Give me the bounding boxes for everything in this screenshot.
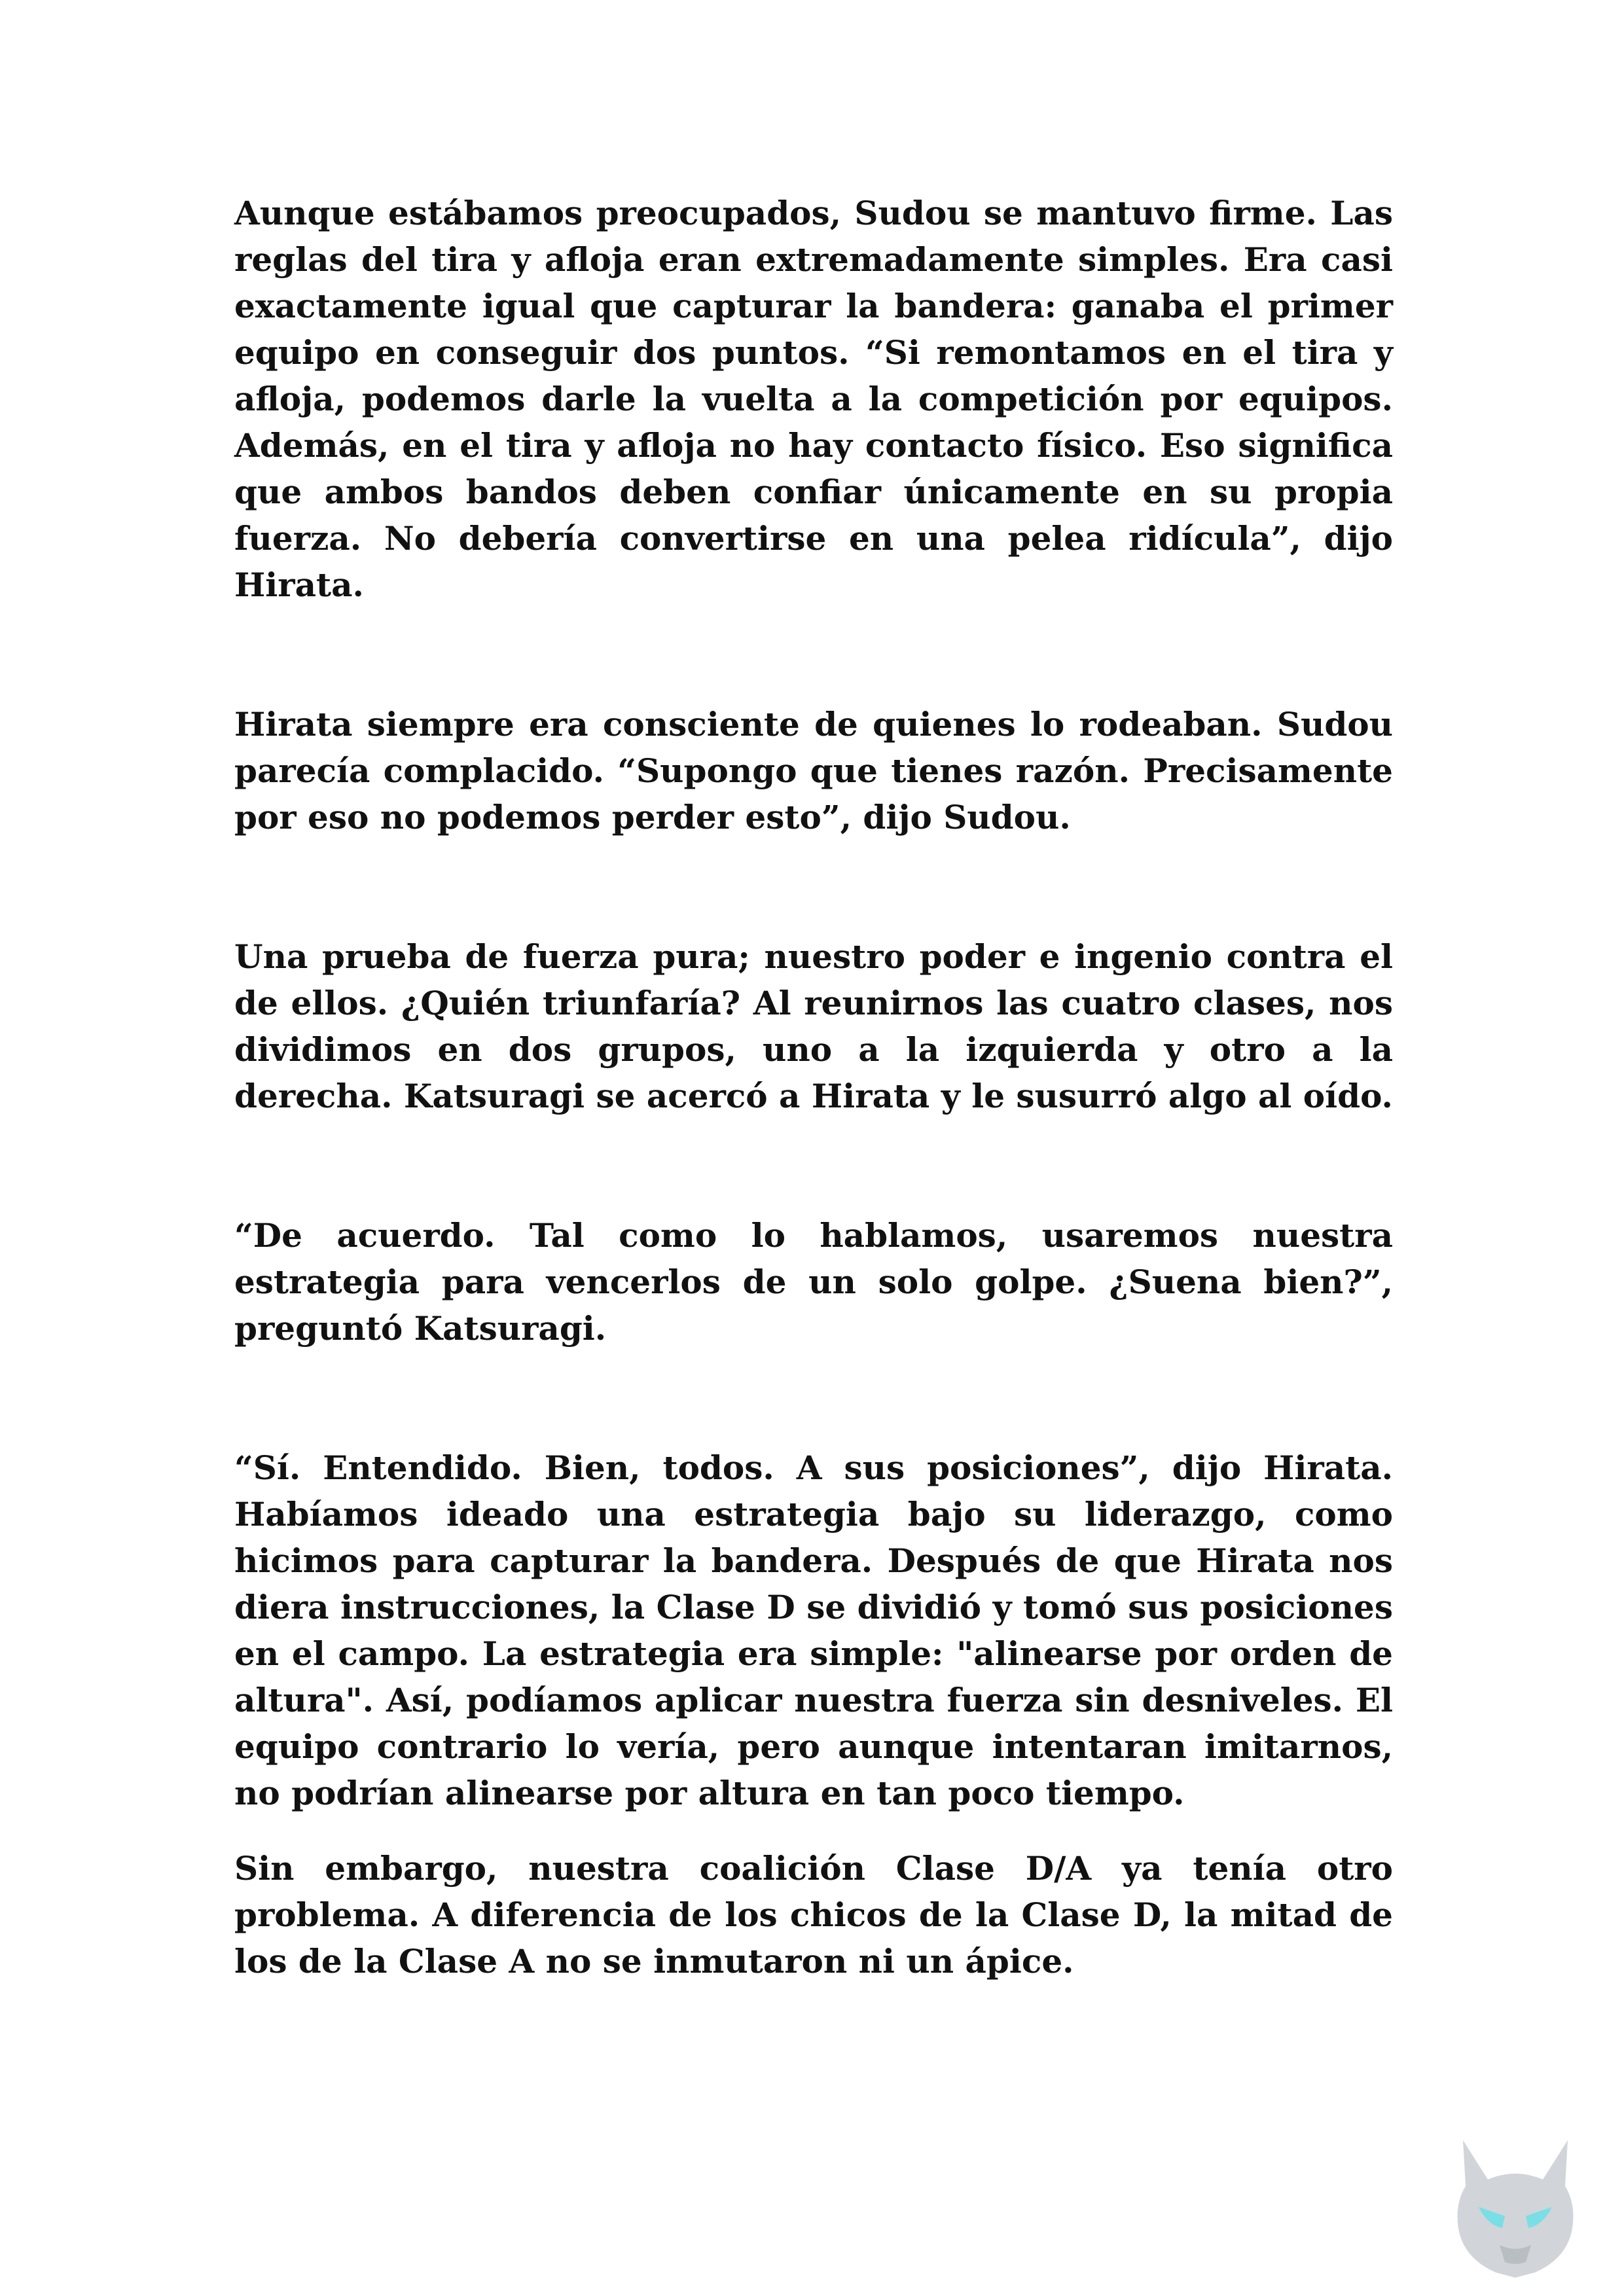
paragraph: “De acuerdo. Tal como lo hablamos, usaremos nuestra estrategia para vencerlos de un solo golpe. ¿Suena bien?”, preguntó Katsuragi. <box>234 1216 1393 1348</box>
horned-mask-logo-icon <box>1437 2134 1594 2278</box>
paragraph: “Sí. Entendido. Bien, todos. A sus posiciones”, dijo Hirata. Habíamos ideado una estrategia bajo su liderazgo, como hicimos para capturar la bandera. Después de que Hirata nos diera instrucciones, la Clase D se dividió y tomó sus posiciones en el campo. La estrategia era simple: "alinearse por orden de altura". Así, podíamos aplicar nuestra fuerza sin desniveles. El equipo contrario lo vería, pero aunque intentaran imitarnos, no podrían alinearse por altura en tan poco tiempo. <box>234 1448 1393 1812</box>
paragraph: Hirata siempre era consciente de quienes lo rodeaban. Sudou parecía complacido. “Supongo que tienes razón. Precisamente por eso no podemos perder esto”, dijo Sudou. <box>234 705 1393 836</box>
paragraph: Sin embargo, nuestra coalición Clase D/A ya tenía otro problema. A diferencia de los chicos de la Clase D, la mitad de los de la Clase A no se inmutaron ni un ápice. <box>234 1849 1393 1981</box>
paragraph: Una prueba de fuerza pura; nuestro poder e ingenio contra el de ellos. ¿Quién triunfaría? Al reunirnos las cuatro clases, nos dividimos en dos grupos, uno a la izquierda y otro a la derecha. Katsuragi se acercó a Hirata y le susurró algo al oído. <box>234 937 1393 1115</box>
document-body <box>234 190 1393 1984</box>
paragraph: Aunque estábamos preocupados, Sudou se mantuvo firme. Las reglas del tira y afloja eran extremadamente simples. Era casi exactamente igual que capturar la bandera: ganaba el primer equipo en conseguir dos puntos. “Si remontamos en el tira y afloja, podemos darle la vuelta a la competición por equipos. Además, en el tira y afloja no hay contacto físico. Eso significa que ambos bandos deben confiar únicamente en su propia fuerza. No debería convertirse en una pelea ridícula”, dijo Hirata. <box>234 194 1393 604</box>
